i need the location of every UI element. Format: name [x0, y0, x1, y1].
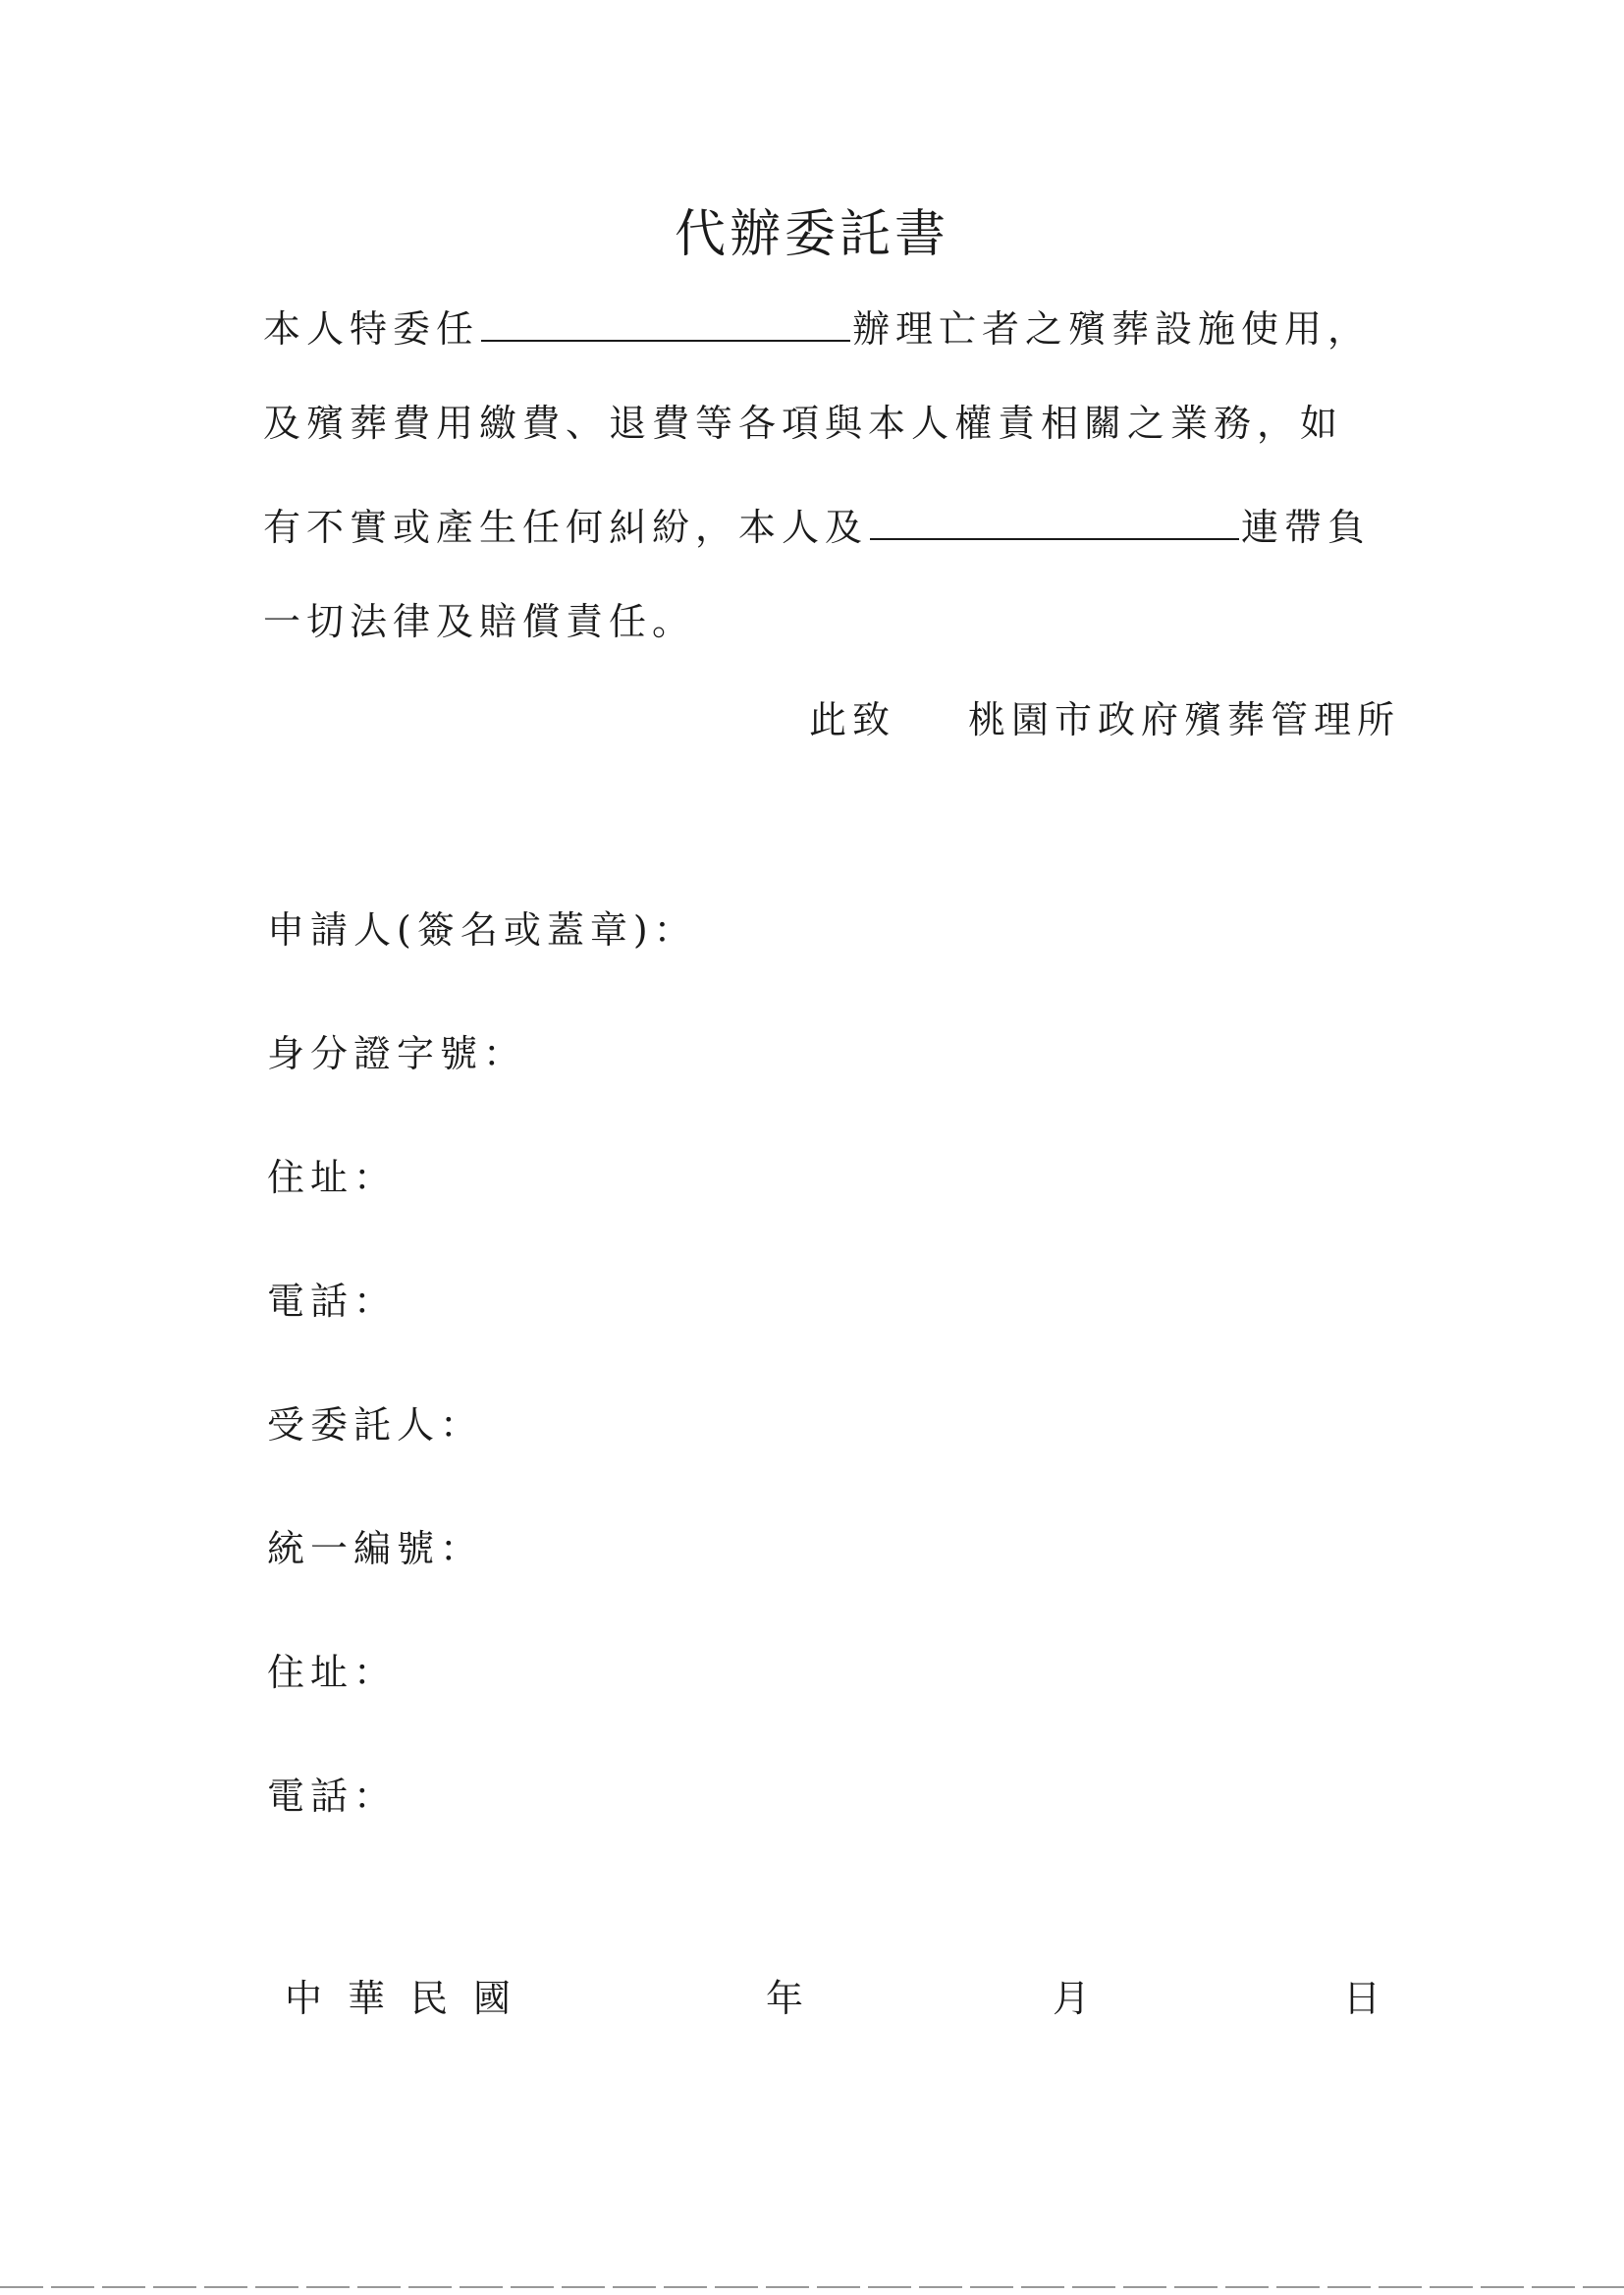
agent-phone-label: 電話：: [267, 1775, 398, 1818]
paragraph-text: 連帶負: [1241, 506, 1372, 549]
agent-label: 受委託人：: [267, 1403, 484, 1447]
date-roc-label: 中華民國: [285, 1977, 537, 2020]
id-number-label: 身分證字號：: [267, 1032, 527, 1075]
applicant-signature-label: 申請人(簽名或蓋章)：: [267, 908, 697, 952]
applicant-phone-label: 電話：: [267, 1280, 398, 1323]
paragraph-line-1: [263, 306, 1372, 351]
paragraph-text: 本人特委任: [263, 307, 480, 351]
date-year-label: 年: [766, 1977, 804, 2020]
date-day-label: 日: [1343, 1977, 1381, 2020]
scan-artifact-line: [0, 2286, 1624, 2288]
agent-address-label: 住址：: [267, 1651, 398, 1694]
document-title: 代辦委託書: [674, 205, 949, 264]
paragraph-line-4: 一切法律及賠償責任。: [263, 600, 696, 643]
date-month-label: 月: [1053, 1977, 1091, 2020]
unified-number-label: 統一編號：: [267, 1527, 484, 1570]
paragraph-text: 辦理亡者之殯葬設施使用，: [852, 307, 1372, 351]
salutation-prefix: 此致: [809, 698, 896, 741]
salutation-recipient: 桃園市政府殯葬管理所: [968, 698, 1401, 741]
joint-liability-blank[interactable]: [870, 505, 1239, 540]
paragraph-line-3: [263, 505, 1372, 549]
agent-name-blank[interactable]: [481, 306, 850, 342]
applicant-address-label: 住址：: [267, 1156, 398, 1199]
paragraph-line-2: 及殯葬費用繳費、退費等各項與本人權責相關之業務，如: [263, 402, 1344, 445]
paragraph-text: 有不實或產生任何糾紛，本人及: [263, 506, 869, 549]
